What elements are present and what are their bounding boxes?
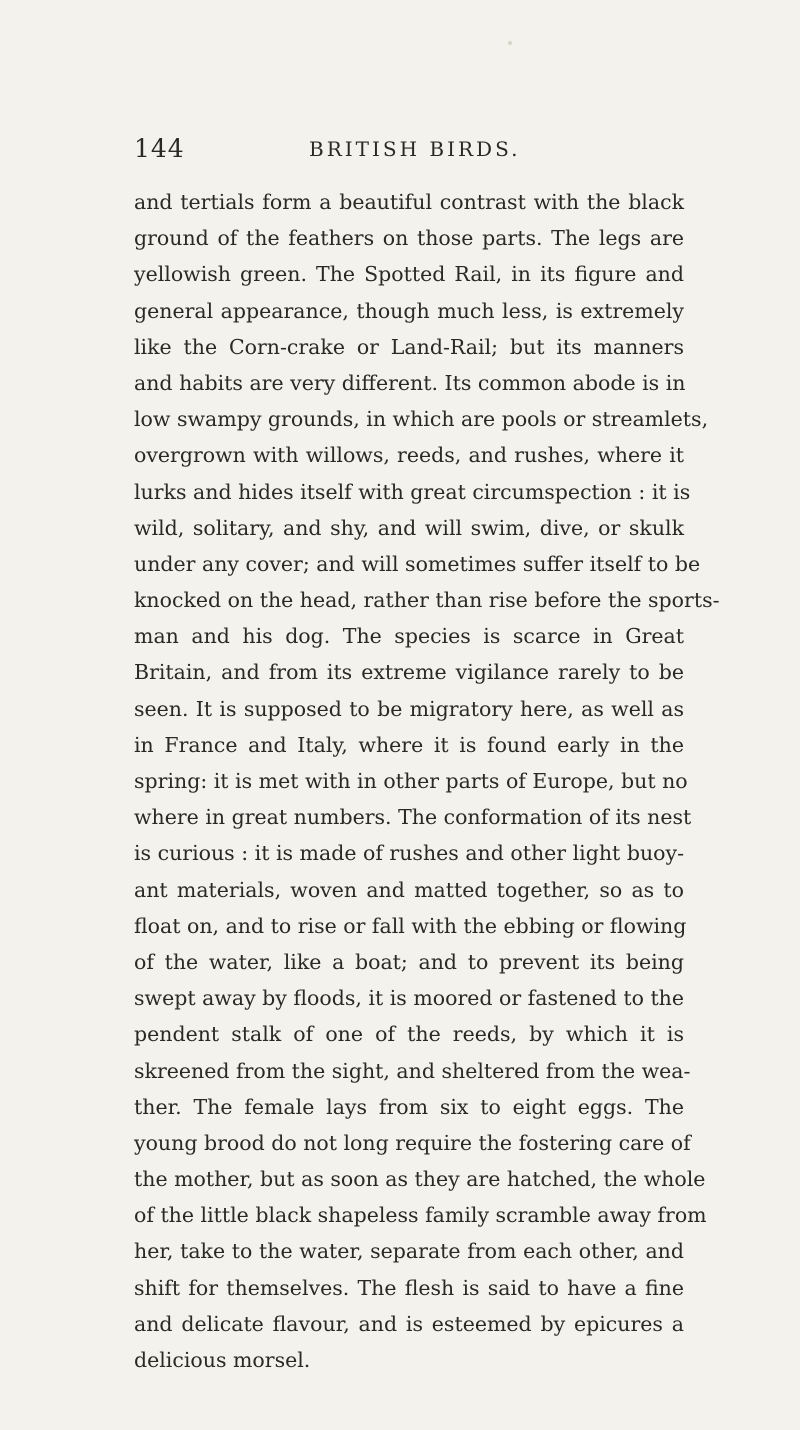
running-title: BRITISH BIRDS. [309, 137, 521, 161]
text-line: and delicate flavour, and is esteemed by epicures a [134, 1311, 684, 1336]
text-line: wild, solitary, and shy, and will swim, dive, or skulk [134, 515, 684, 540]
text-line: ther. The female lays from six to eight eggs. The [134, 1094, 684, 1119]
paper-speck [508, 41, 512, 45]
text-line: and habits are very different. Its common abode is in [134, 370, 686, 395]
text-line: man and his dog. The species is scarce in Great [134, 624, 684, 649]
text-line: swept away by floods, it is moored or fastened to the [134, 986, 685, 1011]
text-line: and tertials form a beautiful contrast with the black [134, 190, 684, 214]
text-line: of the water, like a boat; and to prevent its being [134, 949, 684, 974]
text-line: overgrown with willows, reeds, and rushes, where it [134, 443, 684, 468]
page-number: 144 [134, 134, 185, 163]
text-line: her, take to the water, separate from each other, and [134, 1239, 684, 1264]
text-line: ground of the feathers on those parts. The legs are [134, 226, 684, 251]
text-line: ant materials, woven and matted together, so as to [134, 877, 684, 902]
text-line: where in great numbers. The conformation of its nest [134, 805, 692, 830]
text-line: pendent stalk of one of the reeds, by which it is [134, 1022, 684, 1047]
text-line: the mother, but as soon as they are hatched, the whole [134, 1167, 706, 1192]
text-line: low swampy grounds, in which are pools or streamlets, [134, 407, 709, 432]
text-line: seen. It is supposed to be migratory here, as well as [134, 696, 684, 721]
text-line: lurks and hides itself with great circumspection : it is [134, 479, 691, 504]
text-line: shift for themselves. The flesh is said to have a fine [134, 1275, 684, 1300]
text-line: like the Corn-crake or Land-Rail; but its manners [134, 334, 684, 359]
text-line: is curious : it is made of rushes and other light buoy- [134, 841, 684, 866]
text-line: in France and Italy, where it is found early in the [134, 732, 684, 757]
text-line: knocked on the head, rather than rise before the sports- [134, 588, 720, 613]
text-line: spring: it is met with in other parts of Europe, but no [134, 769, 688, 793]
text-line: float on, and to rise or fall with the ebbing or flowing [134, 913, 687, 938]
text-line: Britain, and from its extreme vigilance rarely to be [134, 660, 684, 685]
text-line: delicious morsel. [134, 1348, 311, 1372]
text-line: skreened from the sight, and sheltered from the wea- [134, 1058, 691, 1083]
text-line: under any cover; and will sometimes suffer itself to be [134, 551, 701, 576]
page-header [134, 132, 694, 166]
text-line: general appearance, though much less, is extremely [134, 298, 684, 323]
text-line: yellowish green. The Spotted Rail, in its figure and [134, 262, 684, 287]
body-text [134, 184, 720, 1378]
text-line: of the little black shapeless family scramble away from [134, 1203, 707, 1228]
text-line: young brood do not long require the fostering care of [134, 1130, 691, 1155]
